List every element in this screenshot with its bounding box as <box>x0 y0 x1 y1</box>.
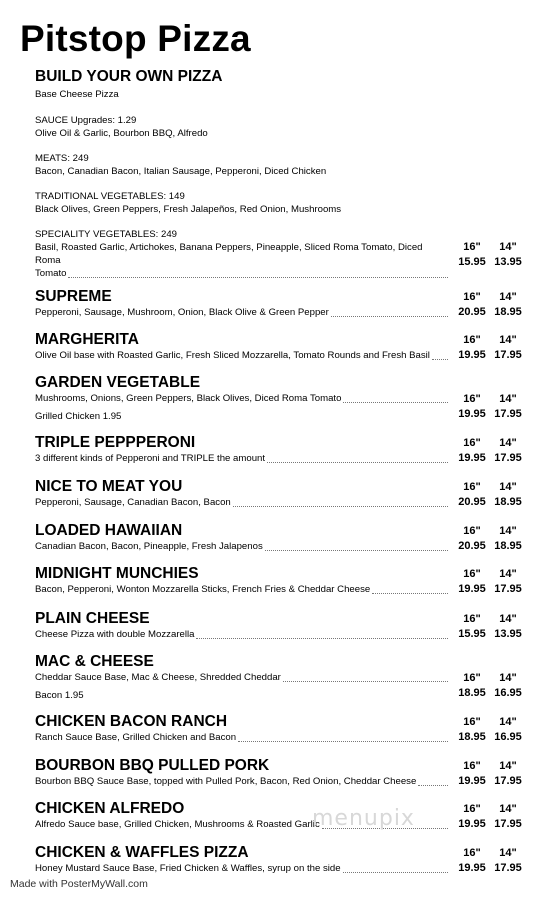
dotted-leader <box>372 593 448 594</box>
price-large: 19.95 <box>458 408 486 420</box>
spec-list-2: Tomato <box>35 268 67 279</box>
trad-title: TRADITIONAL VEGETABLES: 149 <box>35 191 185 202</box>
sauce-list: Olive Oil & Garlic, Bourbon BBQ, Alfredo <box>35 128 208 139</box>
footer-credit: Made with PosterMyWall.com <box>10 878 148 890</box>
item-prices <box>455 846 525 876</box>
item-description: Bourbon BBQ Sauce Base, topped with Pulled Pork, Bacon, Red Onion, Cheddar Cheese <box>35 776 417 787</box>
item-description: Honey Mustard Sauce Base, Fried Chicken & Waffles, syrup on the side <box>35 863 341 874</box>
watermark: menupix <box>312 806 415 831</box>
dotted-leader <box>238 741 448 742</box>
price-small: 13.95 <box>494 628 522 640</box>
price-small: 17.95 <box>494 775 522 787</box>
item-name: MAC & CHEESE <box>35 653 154 670</box>
menu-item <box>35 844 525 876</box>
item-prices <box>455 524 525 554</box>
size-large: 16" <box>463 437 481 449</box>
trad-list: Black Olives, Green Peppers, Fresh Jalapeños, Red Onion, Mushrooms <box>35 204 342 215</box>
menu-item <box>35 478 525 510</box>
byo-base: Base Cheese Pizza <box>35 89 119 100</box>
item-description: Pepperoni, Sausage, Mushroom, Onion, Black Olive & Green Pepper <box>35 307 329 318</box>
item-desc-row <box>35 628 450 642</box>
sauce-upgrades <box>35 114 525 140</box>
item-name: LOADED HAWAIIAN <box>35 522 183 539</box>
meats-list: Bacon, Canadian Bacon, Italian Sausage, Pepperoni, Diced Chicken <box>35 166 327 177</box>
speciality-vegetables <box>35 228 525 281</box>
dotted-leader <box>267 462 448 463</box>
price-large: 15.95 <box>458 628 486 640</box>
price-small: 17.95 <box>494 583 522 595</box>
item-name: BOURBON BBQ PULLED PORK <box>35 757 270 774</box>
item-desc-row <box>35 349 450 363</box>
spec-row <box>35 267 450 281</box>
price-small: 18.95 <box>494 496 522 508</box>
dotted-leader <box>343 872 448 873</box>
restaurant-title: Pitstop Pizza <box>20 18 251 59</box>
item-description: Mushrooms, Onions, Green Peppers, Black Olives, Diced Roma Tomato <box>35 393 342 404</box>
size-small: 14" <box>499 716 517 728</box>
item-desc-row <box>35 583 450 597</box>
spec-title: SPECIALITY VEGETABLES: 249 <box>35 229 178 240</box>
price-small: 17.95 <box>494 862 522 874</box>
item-name: CHICKEN BACON RANCH <box>35 713 228 730</box>
item-desc-row <box>35 862 450 876</box>
item-desc-row <box>35 671 450 685</box>
size-large: 16" <box>463 525 481 537</box>
dotted-leader <box>343 402 448 403</box>
price-large: 19.95 <box>458 583 486 595</box>
item-description: Bacon, Pepperoni, Wonton Mozzarella Sticks, French Fries & Cheddar Cheese <box>35 584 371 595</box>
meats-title: MEATS: 249 <box>35 153 89 164</box>
price-small: 17.95 <box>494 818 522 830</box>
price-large: 20.95 <box>458 496 486 508</box>
price-large: 20.95 <box>458 540 486 552</box>
size-small: 14" <box>499 760 517 772</box>
item-desc-row <box>35 306 450 320</box>
menu-item <box>35 288 525 320</box>
size-large: 16" <box>463 847 481 859</box>
size-small: 14" <box>499 568 517 580</box>
size-large: 16" <box>463 716 481 728</box>
item-desc-row <box>35 731 450 745</box>
size-small: 14" <box>499 803 517 815</box>
item-name: NICE TO MEAT YOU <box>35 478 183 495</box>
item-desc-row <box>35 452 450 466</box>
size-large: 16" <box>463 568 481 580</box>
item-prices <box>455 802 525 832</box>
size-large: 16" <box>463 334 481 346</box>
item-description: Olive Oil base with Roasted Garlic, Fresh Sliced Mozzarella, Tomato Rounds and Fresh Basil <box>35 350 430 361</box>
item-name: CHICKEN & WAFFLES PIZZA <box>35 844 249 861</box>
item-name: CHICKEN ALFREDO <box>35 800 185 817</box>
price-large: 19.95 <box>458 775 486 787</box>
item-description: Ranch Sauce Base, Grilled Chicken and Bacon <box>35 732 237 743</box>
price-small: 16.95 <box>494 731 522 743</box>
menu-item <box>35 653 525 703</box>
item-prices <box>455 333 525 363</box>
item-name: GARDEN VEGETABLE <box>35 374 201 391</box>
dotted-leader <box>68 277 448 278</box>
item-prices <box>455 612 525 642</box>
size-small: 14" <box>499 241 517 253</box>
dotted-leader <box>331 316 448 317</box>
item-desc-row <box>35 496 450 510</box>
sauce-title: SAUCE Upgrades: 1.29 <box>35 115 137 126</box>
menu-item <box>35 800 525 832</box>
item-prices <box>455 290 525 320</box>
size-small: 14" <box>499 291 517 303</box>
price-small: 13.95 <box>494 256 522 268</box>
size-small: 14" <box>499 525 517 537</box>
item-prices <box>455 759 525 789</box>
byo-prices <box>455 240 525 270</box>
item-prices <box>455 392 525 422</box>
item-name: MIDNIGHT MUNCHIES <box>35 565 199 582</box>
size-large: 16" <box>463 803 481 815</box>
price-small: 17.95 <box>494 349 522 361</box>
dotted-leader <box>283 681 448 682</box>
price-small: 18.95 <box>494 306 522 318</box>
item-desc-row <box>35 775 450 789</box>
size-small: 14" <box>499 334 517 346</box>
dotted-leader <box>196 638 448 639</box>
size-small: 14" <box>499 393 517 405</box>
size-large: 16" <box>463 291 481 303</box>
item-addon: Grilled Chicken 1.95 <box>35 411 122 422</box>
item-prices <box>455 671 525 701</box>
size-large: 16" <box>463 241 481 253</box>
build-your-own-section <box>35 68 525 281</box>
size-small: 14" <box>499 847 517 859</box>
item-prices <box>455 480 525 510</box>
item-prices <box>455 567 525 597</box>
item-description: Cheese Pizza with double Mozzarella <box>35 629 195 640</box>
size-large: 16" <box>463 393 481 405</box>
item-desc-row <box>35 540 450 554</box>
item-description: Pepperoni, Sausage, Canadian Bacon, Bacon <box>35 497 231 508</box>
menu-item <box>35 331 525 363</box>
price-large: 20.95 <box>458 306 486 318</box>
size-small: 14" <box>499 481 517 493</box>
menu-item <box>35 434 525 466</box>
item-name: PLAIN CHEESE <box>35 610 150 627</box>
item-name: TRIPLE PEPPPERONI <box>35 434 196 451</box>
item-name: BUILD YOUR OWN PIZZA <box>35 68 223 85</box>
item-name: SUPREME <box>35 288 112 305</box>
item-description: Cheddar Sauce Base, Mac & Cheese, Shredded Cheddar <box>35 672 281 683</box>
size-large: 16" <box>463 760 481 772</box>
dotted-leader <box>432 359 448 360</box>
dotted-leader <box>233 506 448 507</box>
price-small: 17.95 <box>494 408 522 420</box>
dotted-leader <box>418 785 448 786</box>
item-description: Alfredo Sauce base, Grilled Chicken, Mushrooms & Roasted Garlic <box>35 819 320 830</box>
size-small: 14" <box>499 437 517 449</box>
price-small: 16.95 <box>494 687 522 699</box>
spec-list: Basil, Roasted Garlic, Artichokes, Banana Peppers, Pineapple, Sliced Roma Tomato, Diced Roma <box>35 242 423 266</box>
price-large: 15.95 <box>458 256 486 268</box>
dotted-leader <box>265 550 448 551</box>
price-large: 19.95 <box>458 349 486 361</box>
price-large: 18.95 <box>458 687 486 699</box>
menu-item <box>35 565 525 597</box>
size-large: 16" <box>463 613 481 625</box>
price-large: 19.95 <box>458 452 486 464</box>
item-description: 3 different kinds of Pepperoni and TRIPLE the amount <box>35 453 266 464</box>
price-large: 19.95 <box>458 818 486 830</box>
traditional-vegetables <box>35 190 525 216</box>
item-prices <box>455 436 525 466</box>
size-large: 16" <box>463 672 481 684</box>
menu-item <box>35 757 525 789</box>
item-prices <box>455 715 525 745</box>
size-large: 16" <box>463 481 481 493</box>
size-small: 14" <box>499 672 517 684</box>
price-small: 18.95 <box>494 540 522 552</box>
item-description: Canadian Bacon, Bacon, Pineapple, Fresh Jalapenos <box>35 541 263 552</box>
item-addon: Bacon 1.95 <box>35 690 84 701</box>
price-large: 18.95 <box>458 731 486 743</box>
meats <box>35 152 525 178</box>
price-large: 19.95 <box>458 862 486 874</box>
item-name: MARGHERITA <box>35 331 139 348</box>
item-desc-row <box>35 392 450 406</box>
menu-item <box>35 713 525 745</box>
menu-item <box>35 522 525 554</box>
menu-item <box>35 374 525 424</box>
size-small: 14" <box>499 613 517 625</box>
price-small: 17.95 <box>494 452 522 464</box>
menu-item <box>35 610 525 642</box>
